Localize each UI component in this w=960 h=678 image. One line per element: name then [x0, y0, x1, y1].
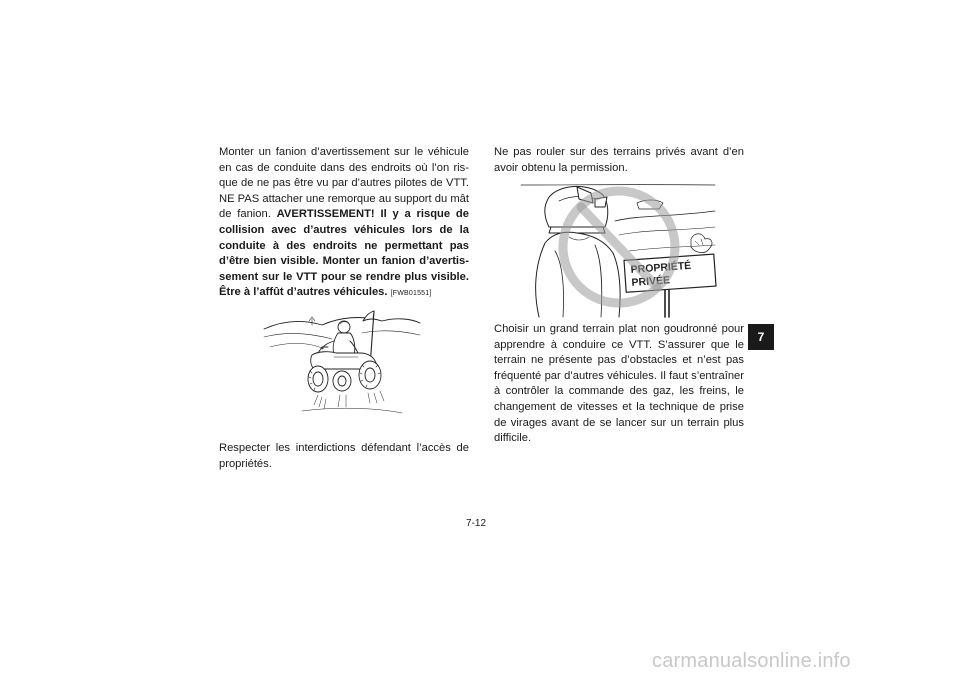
warning-bold-text: AVERTISSEMENT! Il y a risque de collision avec d’autres véhicules lors de la conduite à des endroits ne permettant pas d’être bien visible. Monter un fanion d’avertissement sur le VTT pour se rendre plus visible. Être à l’affût d’autres véhicules.: [219, 208, 469, 299]
respect-paragraph: [219, 441, 469, 472]
private-land-text: Ne pas rouler sur des terrains privés avant d’en avoir obtenu la permission.: [494, 146, 744, 174]
chapter-tab: 7: [748, 324, 774, 350]
warning-paragraph: [219, 145, 469, 302]
warning-code: [FWB01551]: [390, 290, 432, 298]
sign-line-1: PROPRIÉTÉ: [630, 259, 692, 276]
choose-terrain-text: Choisir un grand terrain plat non goudronné pour apprendre à conduire ce VTT. S’assurer que le terrain ne présente pas d’obstacles et n’est pas fréquenté par d’autres véhicules. Il faut s’entraîner à contrôler la commande des gaz, les freins, le changement de vitesses et la technique de prise de virages avant de se lancer sur un terrain plus difficile.: [494, 323, 744, 445]
watermark: carmanualsonline.info: [652, 650, 851, 672]
right-column: [494, 145, 744, 176]
atv-flag-illustration: [262, 307, 422, 427]
respect-text: Respecter les interdictions défendant l’accès de propriétés.: [219, 442, 469, 470]
private-property-illustration: [519, 181, 719, 318]
warning-intro-text: Monter un fanion d’avertissement sur le véhicule en cas de conduite dans des endroits où l’on risque de ne pas être vu par d’autres pilotes de VTT. NE PAS attacher une remorque au support du mât de fanion.: [219, 146, 469, 221]
left-column: [219, 145, 469, 302]
sign-line-2: PRIVÉE: [631, 274, 671, 289]
page-number: 7-12: [466, 518, 487, 529]
choose-terrain-paragraph: [494, 322, 744, 447]
